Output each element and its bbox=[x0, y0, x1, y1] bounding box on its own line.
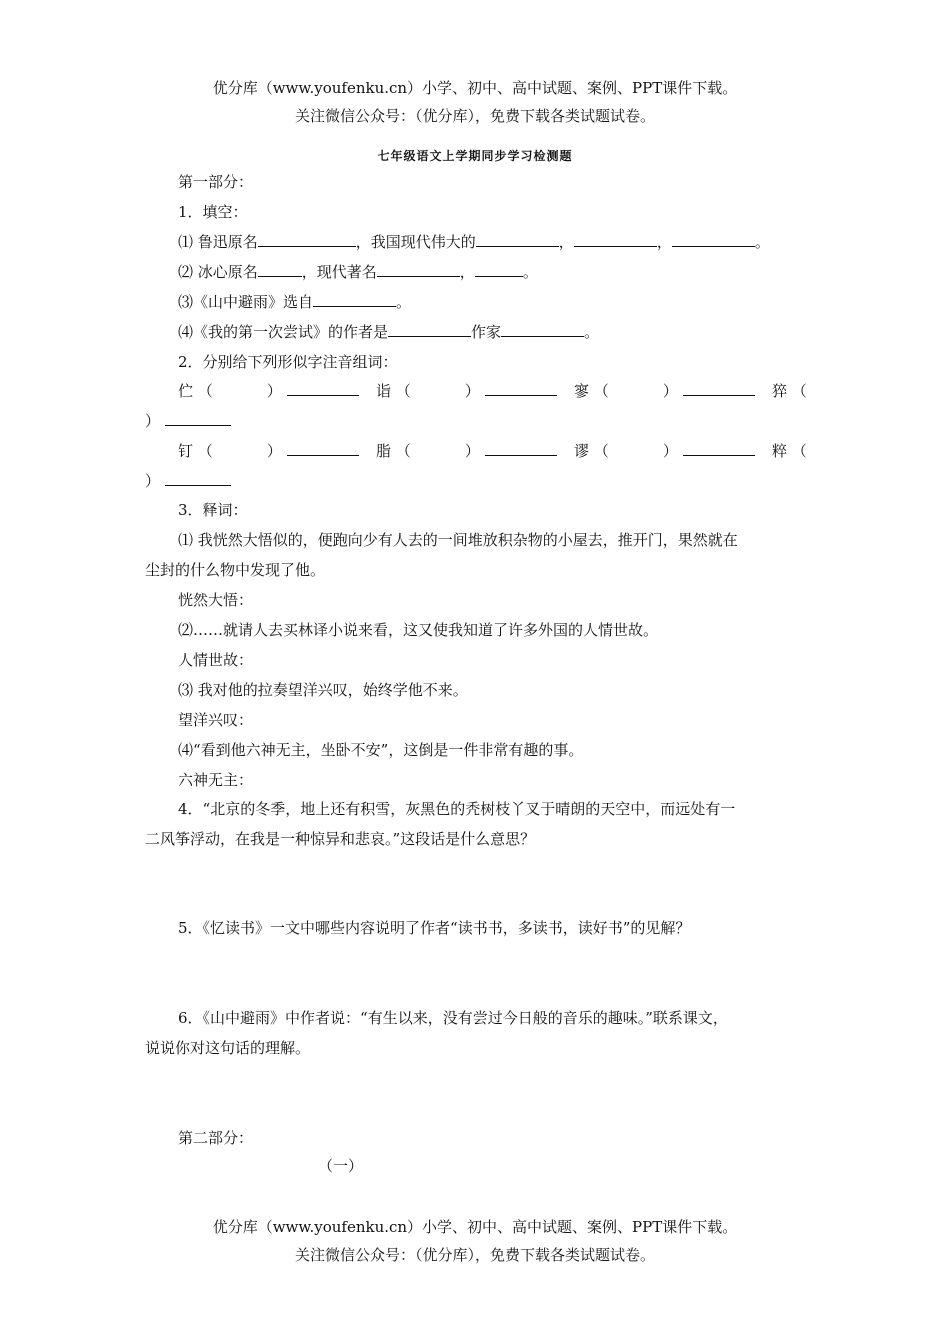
q2-char: 猝 bbox=[772, 382, 788, 400]
q1-item-4 bbox=[178, 322, 599, 342]
answer-blank[interactable] bbox=[287, 441, 359, 456]
part2-section-label: （一） bbox=[318, 1157, 364, 1175]
q1-item-4-text-c: 。 bbox=[584, 323, 600, 341]
q2-char: 诣 bbox=[376, 382, 392, 400]
q3-term-3: 望洋兴叹： bbox=[178, 711, 254, 729]
part1-heading: 第一部分： bbox=[178, 173, 254, 191]
q1-item-2-text-a: ⑵ 冰心原名 bbox=[178, 263, 258, 281]
q1-item-3-text-a: ⑶《山中避雨》选自 bbox=[178, 293, 314, 311]
paren-close: ） bbox=[266, 382, 282, 400]
page-title: 七年级语文上学期同步学习检测题 bbox=[377, 149, 573, 163]
q1-item-4-text-a: ⑷《我的第一次尝试》的作者是 bbox=[178, 323, 389, 341]
footer-line-2: 关注微信公众号：（优分库），免费下载各类试题试卷。 bbox=[294, 1246, 655, 1264]
q1-item-1-text-d: ， bbox=[656, 233, 672, 251]
q5: 5．《忆读书》一文中哪些内容说明了作者“读书书，多读书，读好书”的见解？ bbox=[178, 919, 691, 937]
answer-blank[interactable] bbox=[388, 322, 471, 337]
q6-line-2: 说说你对这句话的理解。 bbox=[145, 1039, 311, 1057]
answer-blank[interactable] bbox=[476, 232, 559, 247]
paren-open: （ bbox=[197, 382, 213, 400]
paren-close: ） bbox=[464, 442, 480, 460]
q2-row1-cell-2 bbox=[376, 381, 557, 401]
q2-row1-cell-4 bbox=[772, 381, 807, 401]
paren-close: ） bbox=[662, 382, 678, 400]
answer-blank[interactable] bbox=[683, 381, 755, 396]
q2-char: 寥 bbox=[574, 382, 590, 400]
q1-item-1-text-c: ， bbox=[558, 233, 574, 251]
q2-label: 2．分别给下列形似字注音组词： bbox=[178, 353, 398, 371]
q2-char: 脂 bbox=[376, 442, 392, 460]
paren-open: （ bbox=[791, 382, 807, 400]
answer-blank[interactable] bbox=[683, 441, 755, 456]
answer-blank[interactable] bbox=[258, 232, 356, 247]
q2-row2-cell-3 bbox=[574, 441, 755, 461]
paren-open: （ bbox=[791, 442, 807, 460]
q2-row1-cell-3 bbox=[574, 381, 755, 401]
q6-line-1: 6．《山中避雨》中作者说：“有生以来，没有尝过今日般的音乐的趣味。”联系课文， bbox=[178, 1009, 728, 1027]
q2-row1-cell-1 bbox=[178, 381, 359, 401]
answer-blank[interactable] bbox=[485, 441, 557, 456]
header-line-2: 关注微信公众号：（优分库），免费下载各类试题试卷。 bbox=[294, 107, 655, 125]
q1-item-1 bbox=[178, 232, 770, 252]
answer-blank[interactable] bbox=[485, 381, 557, 396]
paren-close: ） bbox=[266, 442, 282, 460]
q4-line-2: 二风筝浮动，在我是一种惊异和悲哀。”这段话是什么意思？ bbox=[145, 830, 536, 848]
paren-close: ） bbox=[145, 472, 161, 490]
answer-blank[interactable] bbox=[165, 471, 231, 486]
q1-label: 1．填空： bbox=[178, 203, 248, 221]
answer-blank[interactable] bbox=[313, 292, 396, 307]
q3-item-4: ⑷“看到他六神无主，坐卧不安”，这倒是一件非常有趣的事。 bbox=[178, 741, 584, 759]
q3-term-2: 人情世故： bbox=[178, 651, 254, 669]
q1-item-1-text-b: ，我国现代伟大的 bbox=[355, 233, 476, 251]
q2-char: 钉 bbox=[178, 442, 194, 460]
q2-row2-cell-1 bbox=[178, 441, 359, 461]
q1-item-2-text-c: ， bbox=[459, 263, 475, 281]
answer-blank[interactable] bbox=[258, 262, 302, 277]
answer-blank[interactable] bbox=[501, 322, 584, 337]
q2-char: 粹 bbox=[772, 442, 788, 460]
paren-close: ） bbox=[464, 382, 480, 400]
q4-line-1: 4．“北京的冬季，地上还有积雪，灰黑色的秃树枝丫叉于晴朗的天空中，而远处有一 bbox=[178, 800, 736, 818]
paren-close: ） bbox=[662, 442, 678, 460]
q3-item-3: ⑶ 我对他的拉奏望洋兴叹，始终学他不来。 bbox=[178, 681, 468, 699]
q2-row1-cell-4-cont bbox=[145, 411, 231, 431]
q1-item-1-text-a: ⑴ 鲁迅原名 bbox=[178, 233, 258, 251]
paren-open: （ bbox=[197, 442, 213, 460]
answer-blank[interactable] bbox=[574, 232, 657, 247]
q1-item-3 bbox=[178, 292, 411, 312]
q1-item-2 bbox=[178, 262, 538, 282]
answer-blank[interactable] bbox=[287, 381, 359, 396]
q1-item-1-text-e: 。 bbox=[754, 233, 770, 251]
q2-row2-cell-2 bbox=[376, 441, 557, 461]
q1-item-4-text-b: 作家 bbox=[471, 323, 502, 341]
q1-item-3-text-b: 。 bbox=[396, 293, 412, 311]
q3-label: 3．释词： bbox=[178, 501, 248, 519]
q1-item-2-text-b: ，现代著名 bbox=[301, 263, 377, 281]
q2-row2-cell-4-cont bbox=[145, 471, 231, 491]
part2-heading: 第二部分： bbox=[178, 1129, 254, 1147]
answer-blank[interactable] bbox=[377, 262, 460, 277]
q3-item-2: ⑵……就请人去买林译小说来看，这又使我知道了许多外国的人情世故。 bbox=[178, 621, 659, 639]
paren-open: （ bbox=[593, 382, 609, 400]
q3-term-1: 恍然大悟： bbox=[178, 591, 254, 609]
q3-item-1-line-1: ⑴ 我恍然大悟似的，便跑向少有人去的一间堆放积杂物的小屋去，推开门，果然就在 bbox=[178, 531, 738, 549]
q2-char: 伫 bbox=[178, 382, 194, 400]
answer-blank[interactable] bbox=[165, 411, 231, 426]
answer-blank[interactable] bbox=[475, 262, 523, 277]
footer-line-1: 优分库（www.youfenku.cn）小学、初中、高中试题、案例、PPT课件下载。 bbox=[212, 1218, 738, 1236]
paren-open: （ bbox=[395, 442, 411, 460]
paren-open: （ bbox=[593, 442, 609, 460]
q3-item-1-line-2: 尘封的什么物中发现了他。 bbox=[145, 561, 326, 579]
q3-term-4: 六神无主： bbox=[178, 771, 254, 789]
paren-open: （ bbox=[395, 382, 411, 400]
answer-blank[interactable] bbox=[672, 232, 755, 247]
header-line-1: 优分库（www.youfenku.cn）小学、初中、高中试题、案例、PPT课件下载。 bbox=[212, 79, 738, 97]
paren-close: ） bbox=[145, 412, 161, 430]
q2-row2-cell-4 bbox=[772, 441, 807, 461]
q2-char: 谬 bbox=[574, 442, 590, 460]
q1-item-2-text-d: 。 bbox=[522, 263, 538, 281]
